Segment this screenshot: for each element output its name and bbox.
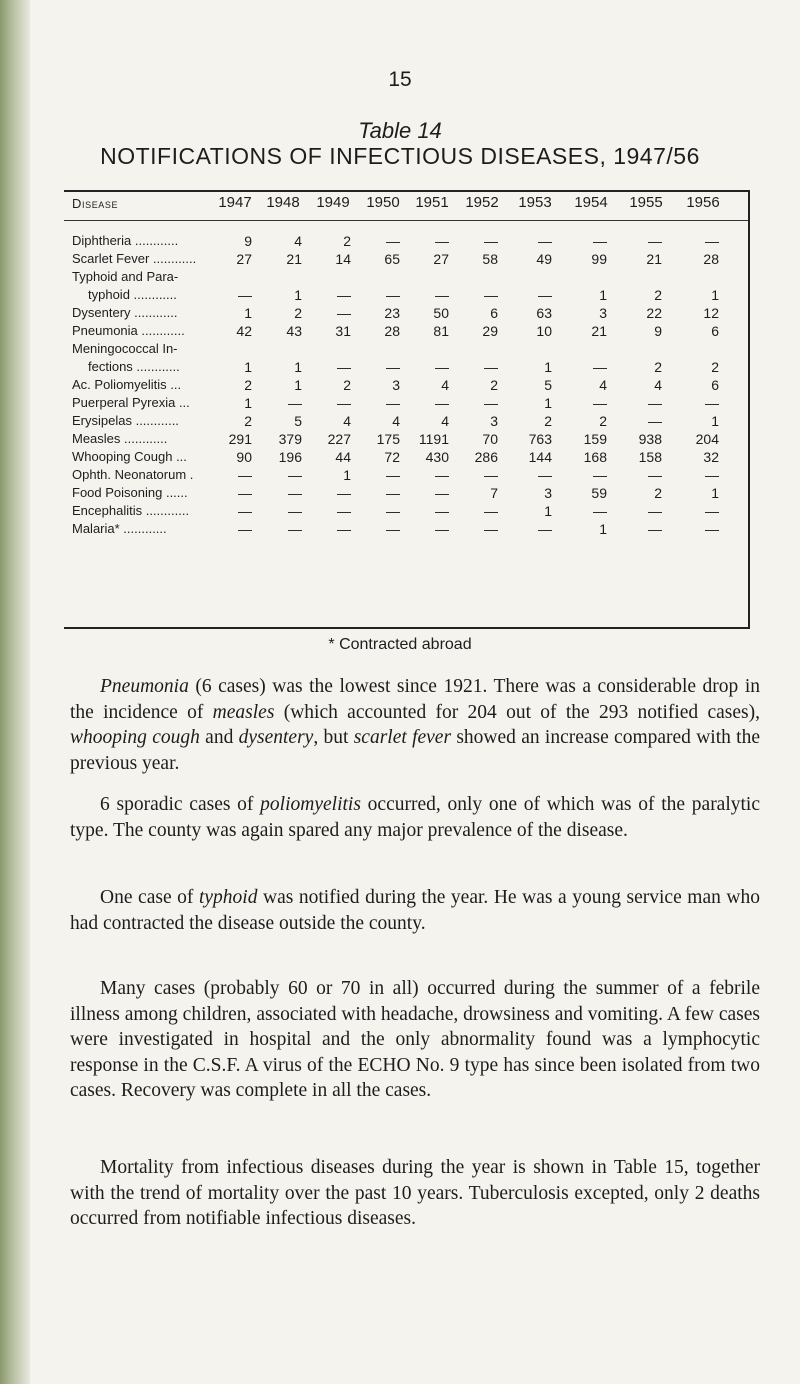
disease-label: Pneumonia ............ [72,323,185,338]
table-row [64,322,750,340]
paragraph-febrile-illness: Many cases (probably 60 or 70 in all) occurred during the summer of a febrile illness among children, associated with headache, drowsiness and vomiting. A few cases were investigated in hospital and the only abnormality found was a lymphocytic response in the C.S.F. A virus of the ECHO No. 9 type has since been isolated from two cases. Recovery was complete in all the cases. [70,978,760,1101]
table-cell: 28 [703,251,719,267]
table-cell: — [593,359,607,375]
table-cell: — [484,395,498,411]
table-cell: — [648,233,662,249]
notifications-table [64,190,750,629]
text-run: showed an increase compared with the previous year. [70,727,760,774]
table-cell: — [648,395,662,411]
table-cell: 227 [327,431,351,447]
table-cell: 12 [703,305,719,321]
table-cell: 175 [376,431,400,447]
paragraph-typhoid [70,885,760,936]
disease-label: Measles ............ [72,431,168,446]
table-cell: 44 [335,449,351,465]
table-cell: — [705,521,719,537]
table-cell: 196 [278,449,302,465]
table-cell: 2 [544,413,552,429]
table-cell: 99 [591,251,607,267]
table-cell: 1 [544,359,552,375]
table-cell: — [288,503,302,519]
table-cell: — [593,233,607,249]
table-cell: 2 [654,359,662,375]
disease-label: Ac. Poliomyelitis ... [72,377,182,392]
table-cell: 9 [244,233,252,249]
table-cell: 72 [384,449,400,465]
table-cell: 2 [244,377,252,393]
table-cell: 21 [286,251,302,267]
table-cell: 4 [441,377,449,393]
table-cell: 4 [392,413,400,429]
table-cell: 1 [711,287,719,303]
table-row [64,286,750,304]
table-cell: — [288,467,302,483]
table-cell: 49 [536,251,552,267]
text-run: and [199,727,239,748]
table-cell: — [435,485,449,501]
table-cell: — [386,395,400,411]
disease-label: typhoid ............ [88,287,177,302]
table-cell: 938 [638,431,662,447]
table-cell: — [337,359,351,375]
text-run: (which accounted for 204 out of the 293 notified cases), [274,701,760,723]
table-cell: 4 [654,377,662,393]
table-cell: 4 [343,413,351,429]
table-cell: — [288,395,302,411]
table-cell: — [386,467,400,483]
text-run: (6 cases) was the lowest since 1921. There was a considerable drop in the incidence of [70,676,760,723]
disease-label: fections ............ [88,359,180,374]
table-cell: — [538,287,552,303]
text-run: One case of [100,887,199,908]
table-row [64,394,750,412]
table-cell: 50 [433,305,449,321]
table-cell: 21 [591,323,607,339]
table-row [64,430,750,448]
table-cell: — [484,359,498,375]
year-header: 1955 [629,194,663,211]
table-cell: 31 [335,323,351,339]
disease-label: Typhoid and Para- [72,269,179,284]
table-cell: 1 [343,467,351,483]
table-cell: 1 [244,359,252,375]
year-header: 1947 [218,194,252,211]
table-row [64,250,750,268]
term: measles [212,701,275,723]
table-cell: — [238,503,252,519]
year-header: 1953 [518,194,552,211]
table-cell: — [648,503,662,519]
table-cell: — [705,395,719,411]
table-cell: — [435,359,449,375]
table-cell: 1 [599,521,607,537]
table-cell: 6 [490,305,498,321]
table-row [64,448,750,466]
year-header: 1950 [366,194,400,211]
year-header: 1956 [686,194,720,211]
table-cell: — [386,359,400,375]
table-cell: — [435,521,449,537]
year-header: 1952 [465,194,499,211]
table-cell: 2 [294,305,302,321]
disease-label: Whooping Cough ... [72,449,187,464]
table-cell: 291 [228,431,252,447]
table-row [64,358,750,376]
paragraph-mortality: Mortality from infectious diseases during the year is shown in Table 15, together with the trend of mortality over the past 10 years. Tuberculosis excepted, only 2 deaths occurred from notifiable infectious diseases. [70,1157,760,1229]
table-cell: — [593,467,607,483]
table-cell: 81 [433,323,449,339]
table-cell: 9 [654,323,662,339]
table-cell: 1191 [418,431,449,447]
disease-label: Scarlet Fever ............ [72,251,197,266]
table-cell: — [386,233,400,249]
table-cell: — [337,485,351,501]
disease-label: Encephalitis ............ [72,503,190,518]
text-run: , but [313,727,354,748]
table-cell: — [238,287,252,303]
table-cell: 2 [654,287,662,303]
table-row [64,304,750,322]
table-cell: — [435,287,449,303]
disease-label: Dysentery ............ [72,305,178,320]
table-cell: — [386,287,400,303]
table-cell: — [238,521,252,537]
page-heading: NOTIFICATIONS OF INFECTIOUS DISEASES, 1947/56 [100,143,700,169]
text-run: 6 sporadic cases of [100,794,261,815]
table-cell: — [435,503,449,519]
table-cell: 3 [599,305,607,321]
table-cell: 204 [695,431,719,447]
term: poliomyelitis [260,794,361,815]
paragraph-pneumonia [70,674,760,776]
table-row [64,268,750,286]
table-cell: 5 [544,377,552,393]
term: dysentery [238,727,314,748]
paragraph-poliomyelitis [70,792,760,843]
table-cell: 4 [599,377,607,393]
table-cell: — [337,287,351,303]
table-cell: 3 [544,485,552,501]
table-cell: 2 [343,233,351,249]
table-row [64,466,750,484]
table-cell: 1 [711,485,719,501]
table-cell: — [337,395,351,411]
table-cell: 1 [294,287,302,303]
table-cell: — [337,503,351,519]
table-cell: — [288,485,302,501]
table-cell: — [435,395,449,411]
table-cell: 43 [286,323,302,339]
disease-label: Malaria* ............ [72,521,167,536]
text-run: occurred, only one of which was of the paralytic type. The county was again spared any major prevalence of the disease. [70,794,760,841]
table-cell: 2 [599,413,607,429]
table-cell: 4 [441,413,449,429]
table-cell: 286 [474,449,498,465]
table-cell: 379 [278,431,302,447]
table-cell: — [705,503,719,519]
table-cell: 2 [654,485,662,501]
table-cell: — [484,287,498,303]
table-cell: 28 [384,323,400,339]
table-cell: — [538,521,552,537]
table-cell: — [435,233,449,249]
book-spine-edge [0,0,30,1384]
year-header: 1951 [415,194,449,211]
table-cell: — [238,467,252,483]
table-cell: — [648,467,662,483]
table-cell: — [386,521,400,537]
table-row [64,412,750,430]
table-cell: 168 [583,449,607,465]
table-cell: — [337,305,351,321]
table-cell: — [705,467,719,483]
table-cell: 63 [536,305,552,321]
table-label: Table 14 [358,118,442,143]
table-cell: 1 [711,413,719,429]
table-cell: 58 [482,251,498,267]
table-cell: — [705,233,719,249]
table-cell: — [484,467,498,483]
table-cell: — [337,521,351,537]
disease-label: Meningococcal In- [72,341,178,356]
table-cell: — [484,503,498,519]
table-cell: 6 [711,323,719,339]
page-number: 15 [388,68,412,91]
table-cell: 22 [646,305,662,321]
table-row [64,502,750,520]
disease-label: Erysipelas ............ [72,413,179,428]
table-cell: 2 [244,413,252,429]
disease-column-header: Disease [72,196,119,211]
table-cell: 158 [638,449,662,465]
table-cell: 42 [236,323,252,339]
table-cell: 6 [711,377,719,393]
table-cell: 430 [425,449,449,465]
table-cell: 3 [490,413,498,429]
table-row [64,340,750,358]
table-cell: — [238,485,252,501]
table-header-row [64,192,750,221]
table-cell: 14 [335,251,351,267]
table-cell: — [386,485,400,501]
disease-label: Food Poisoning ...... [72,485,188,500]
term: Pneumonia [100,676,189,697]
table-cell: 5 [294,413,302,429]
table-cell: 59 [591,485,607,501]
table-cell: — [648,521,662,537]
table-cell: — [435,467,449,483]
disease-label: Puerperal Pyrexia ... [72,395,190,410]
table-row [64,520,750,538]
year-header: 1948 [266,194,300,211]
table-cell: — [593,503,607,519]
table-cell: 23 [384,305,400,321]
table-row [64,232,750,250]
table-cell: 70 [482,431,498,447]
table-cell: — [484,521,498,537]
table-row [64,484,750,502]
table-cell: 7 [490,485,498,501]
disease-label: Diphtheria ............ [72,233,179,248]
table-cell: 27 [433,251,449,267]
table-cell: 27 [236,251,252,267]
table-cell: 1 [599,287,607,303]
table-cell: 1 [294,359,302,375]
table-cell: 144 [528,449,552,465]
table-cell: 10 [536,323,552,339]
table-cell: 90 [236,449,252,465]
table-cell: 2 [711,359,719,375]
table-cell: 21 [646,251,662,267]
table-cell: 65 [384,251,400,267]
table-cell: — [386,503,400,519]
year-header: 1954 [574,194,608,211]
table-cell: 1 [544,503,552,519]
table-cell: 159 [583,431,607,447]
term: whooping cough [70,727,200,748]
table-cell: 2 [490,377,498,393]
term: typhoid [198,887,258,908]
table-cell: — [648,413,662,429]
table-cell: 1 [294,377,302,393]
table-cell: 1 [244,395,252,411]
text-run: was notified during the year. He was a young service man who had contracted the disease outside the county. [70,887,760,934]
table-cell: 2 [343,377,351,393]
year-header: 1949 [316,194,350,211]
table-cell: — [288,521,302,537]
table-footnote: * Contracted abroad [328,636,472,653]
table-cell: 1 [244,305,252,321]
disease-label: Ophth. Neonatorum . [72,467,194,482]
table-cell: — [484,233,498,249]
term: scarlet fever [353,727,452,748]
table-cell: 3 [392,377,400,393]
table-cell: 763 [528,431,552,447]
table-cell: 1 [544,395,552,411]
table-cell: 32 [703,449,719,465]
table-row [64,376,750,394]
table-cell: 4 [294,233,302,249]
table-cell: 29 [482,323,498,339]
table-cell: — [538,467,552,483]
table-cell: — [593,395,607,411]
table-cell: — [538,233,552,249]
